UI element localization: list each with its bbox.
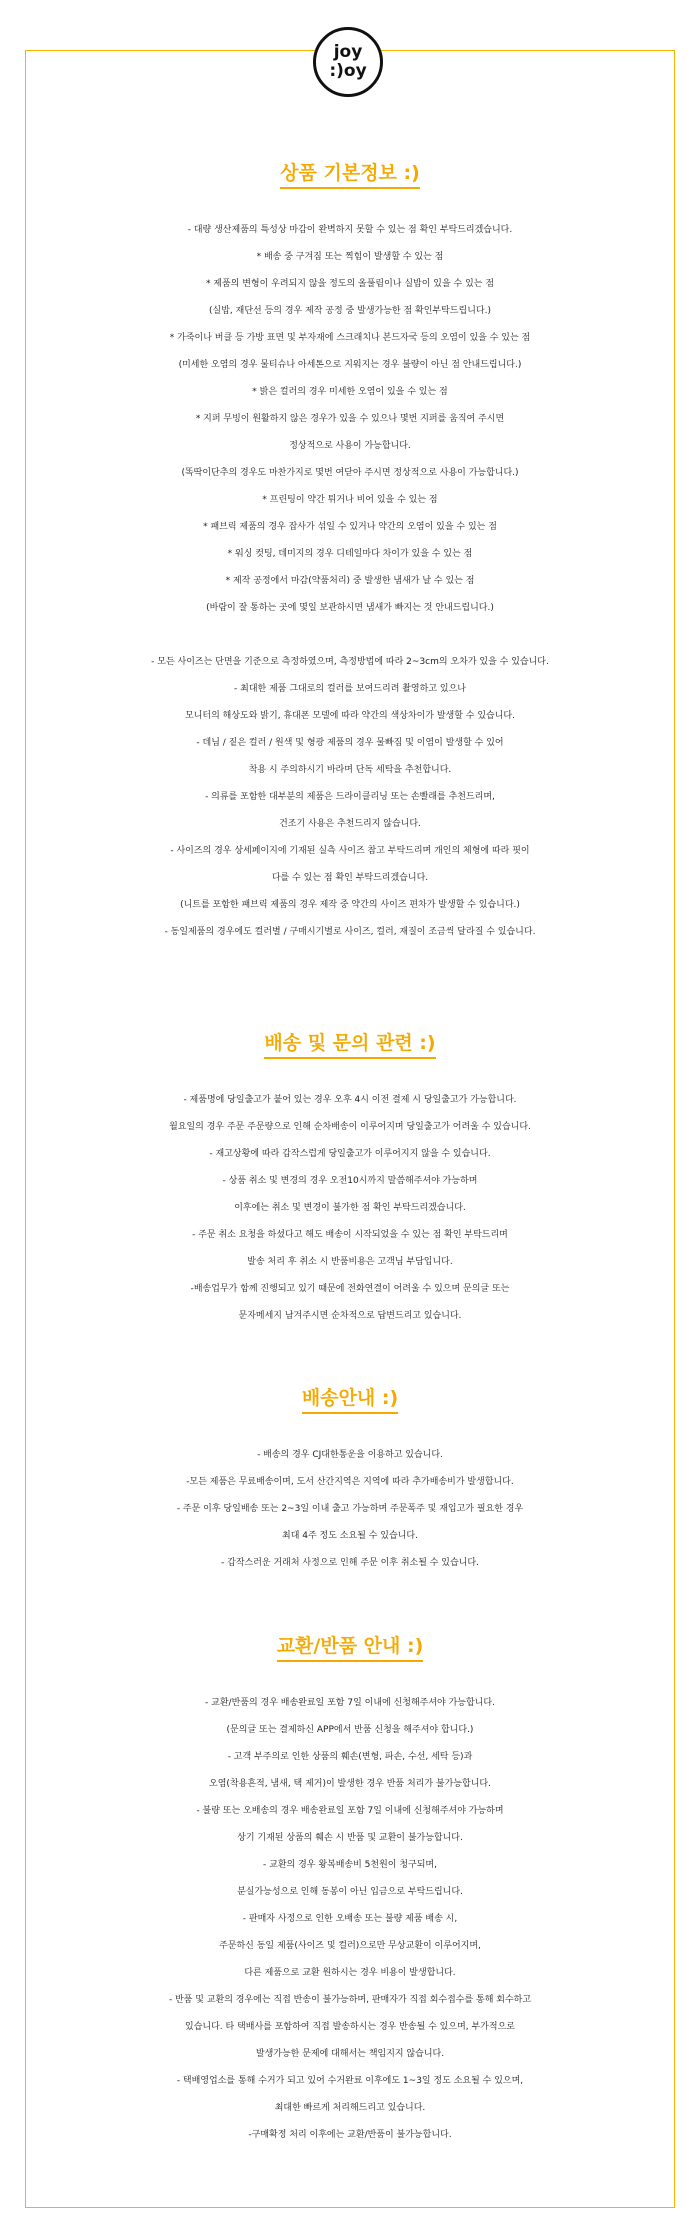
text-line: (바람이 잘 통하는 곳에 몇일 보관하시면 냄새가 빠지는 것 안내드립니다.) [206,603,494,613]
section-product-info [26,158,674,946]
section-shipping-inquiry [26,1028,674,1330]
text-line: - 불량 또는 오배송의 경우 배송완료일 포함 7일 이내에 신청해주셔야 가능하며 [196,1806,504,1816]
brand-logo [313,27,383,97]
section-heading-shipping-inquiry: 배송 및 문의 관련 :) [264,1028,435,1059]
text-line: 이후에는 취소 및 변경이 불가한 점 확인 부탁드리겠습니다. [234,1203,466,1213]
text-line: -구매확정 처리 이후에는 교환/반품이 불가능합니다. [248,2130,452,2140]
text-line: (미세한 오염의 경우 물티슈나 아세톤으로 지워지는 경우 불량이 아닌 점 안내드립니다.) [178,360,522,370]
text-line: - 의류를 포함한 대부분의 제품은 드라이클리닝 또는 손빨래를 추천드리며, [205,792,495,802]
text-line: - 최대한 제품 그대로의 컬러를 보여드리려 촬영하고 있으나 [234,684,466,694]
text-line: 다른 제품으로 교환 원하시는 경우 비용이 발생합니다. [244,1968,456,1978]
text-line: * 지퍼 무빙이 원활하지 않은 경우가 있을 수 있으나 몇번 지퍼를 움직여 주시면 [195,414,505,424]
text-line: - 대량 생산제품의 특성상 마감이 완벽하지 못할 수 있는 점 확인 부탁드리겠습니다. [187,225,513,235]
text-line: - 주문 이후 당일배송 또는 2~3일 이내 출고 가능하며 주문폭주 및 재입고가 필요한 경우 [176,1504,524,1514]
section-heading-exchange-return: 교환/반품 안내 :) [277,1631,424,1662]
logo-line-1: joy [333,42,363,62]
text-line: - 재고상황에 따라 갑작스럽게 당일출고가 이루어지지 않을 수 있습니다. [209,1149,491,1159]
text-line: (실밥, 재단선 등의 경우 제작 공정 중 발생가능한 점 확인부탁드립니다.) [209,306,491,316]
text-line: - 택배영업소를 통해 수거가 되고 있어 수거완료 이후에도 1~3일 정도 소요될 수 있으며, [176,2076,524,2086]
section-heading-product-info: 상품 기본정보 :) [280,158,420,189]
text-line: * 제품의 변형이 우려되지 않을 정도의 올풀림이나 실밥이 있을 수 있는 점 [205,279,495,289]
exchange-return-lines [26,1690,674,2149]
delivery-guide-lines [26,1442,674,1577]
text-line: 오염(착용흔적, 냄새, 택 제거)이 발생한 경우 반품 처리가 불가능합니다. [209,1779,491,1789]
text-line: 월요일의 경우 주문 주문량으로 인해 순차배송이 이루어지며 당일출고가 어려울 수 있습니다. [169,1122,531,1132]
text-line: * 가죽이나 버클 등 가방 표면 및 부자재에 스크래치나 본드자국 등의 오염이 있을 수 있는 점 [169,333,531,343]
text-line: (니트를 포함한 패브릭 제품의 경우 제작 중 약간의 사이즈 편차가 발생할 수 있습니다.) [180,900,520,910]
text-line: 문자메세지 남겨주시면 순차적으로 답변드리고 있습니다. [238,1311,462,1321]
text-line: 분실가능성으로 인해 동봉이 아닌 입금으로 부탁드립니다. [237,1887,463,1897]
text-line: - 반품 및 교환의 경우에는 직접 반송이 불가능하며, 판매자가 직접 회수접수를 통해 회수하고 [168,1995,532,2005]
text-line: - 고객 부주의로 인한 상품의 훼손(변형, 파손, 수선, 세탁 등)과 [227,1752,473,1762]
text-line: * 패브릭 제품의 경우 잡사가 섞일 수 있거나 약간의 오염이 있을 수 있는 점 [203,522,497,532]
text-line: 정상적으로 사용이 가능합니다. [289,441,411,451]
text-line: - 교환/반품의 경우 배송완료일 포함 7일 이내에 신청해주셔야 가능합니다. [205,1698,495,1708]
text-line: 상기 기재된 상품의 훼손 시 반품 및 교환이 불가능합니다. [237,1833,463,1843]
text-line: 건조기 사용은 추천드리지 않습니다. [279,819,421,829]
text-line [26,622,674,649]
text-line: - 상품 취소 및 변경의 경우 오전10시까지 말씀해주셔야 가능하며 [222,1176,478,1186]
text-line: * 제작 공정에서 마감(약품처리) 중 발생한 냄새가 날 수 있는 점 [225,576,475,586]
text-line: * 밝은 컬러의 경우 미세한 오염이 있을 수 있는 점 [252,387,448,397]
section-delivery-guide [26,1383,674,1577]
text-line: 주문하신 동일 제품(사이즈 및 컬러)으로만 무상교환이 이루어지며, [219,1941,481,1951]
text-line: 모니터의 해상도와 밝기, 휴대폰 모델에 따라 약간의 색상차이가 발생할 수 있습니다. [185,711,515,721]
text-line: - 주문 취소 요청을 하셨다고 해도 배송이 시작되었을 수 있는 점 확인 부탁드리며 [192,1230,508,1240]
text-line: * 배송 중 구겨짐 또는 찍힘이 발생할 수 있는 점 [256,252,444,262]
section-heading-delivery-guide: 배송안내 :) [302,1383,398,1414]
text-line: -모든 제품은 무료배송이며, 도서 산간지역은 지역에 따라 추가배송비가 발생합니다. [186,1477,514,1487]
text-line: * 워싱 컷팅, 데미지의 경우 디테일마다 차이가 있을 수 있는 점 [227,549,473,559]
text-line: - 갑작스러운 거래처 사정으로 인해 주문 이후 취소될 수 있습니다. [221,1558,479,1568]
text-line: 있습니다. 타 택배사를 포함하여 직접 발송하시는 경우 반송될 수 있으며, 부가적으로 [185,2022,515,2032]
text-line: - 데님 / 짙은 컬러 / 원색 및 형광 제품의 경우 물빠짐 및 이염이 발생할 수 있어 [196,738,504,748]
text-line: 최대 4주 정도 소요될 수 있습니다. [282,1531,418,1541]
text-line: 다를 수 있는 점 확인 부탁드리겠습니다. [271,873,429,883]
text-line: 착용 시 주의하시기 바라며 단독 세탁을 추천합니다. [248,765,452,775]
text-line: -배송업무가 함께 진행되고 있기 때문에 전화연결이 어려울 수 있으며 문의글 또는 [190,1284,510,1294]
text-line: (똑딱이단추의 경우도 마찬가지로 몇번 여닫아 주시면 정상적으로 사용이 가능합니다.) [181,468,519,478]
text-line: - 사이즈의 경우 상세페이지에 기재된 실측 사이즈 참고 부탁드리며 개인의 체형에 따라 핏이 [170,846,530,856]
text-line: * 프린팅이 약간 튀거나 비어 있을 수 있는 점 [262,495,438,505]
text-line: 발생가능한 문제에 대해서는 책임지지 않습니다. [255,2049,445,2059]
text-line: 발송 처리 후 취소 시 반품비용은 고객님 부담입니다. [247,1257,453,1267]
section-exchange-return [26,1631,674,2149]
text-line: - 제품명에 당일출고가 붙어 있는 경우 오후 4시 이전 결제 시 당일출고가 가능합니다. [183,1095,517,1105]
logo-line-2: :)oy [329,61,367,81]
text-line: - 판매자 사정으로 인한 오배송 또는 불량 제품 배송 시, [242,1914,458,1924]
text-line: - 모든 사이즈는 단면을 기준으로 측정하였으며, 측정방법에 따라 2~3cm의 오차가 있을 수 있습니다. [151,657,549,667]
text-line: - 동일제품의 경우에도 컬러별 / 구매시기별로 사이즈, 컬러, 재질이 조금씩 달라질 수 있습니다. [164,927,536,937]
text-line: - 교환의 경우 왕복배송비 5천원이 청구되며, [263,1860,437,1870]
text-line: (문의글 또는 결제하신 APP에서 반품 신청을 해주셔야 합니다.) [226,1725,474,1735]
text-line: 최대한 빠르게 처리해드리고 있습니다. [274,2103,426,2113]
shipping-inquiry-lines [26,1087,674,1330]
text-line: - 배송의 경우 CJ대한통운을 이용하고 있습니다. [257,1450,443,1460]
product-info-lines [26,217,674,946]
